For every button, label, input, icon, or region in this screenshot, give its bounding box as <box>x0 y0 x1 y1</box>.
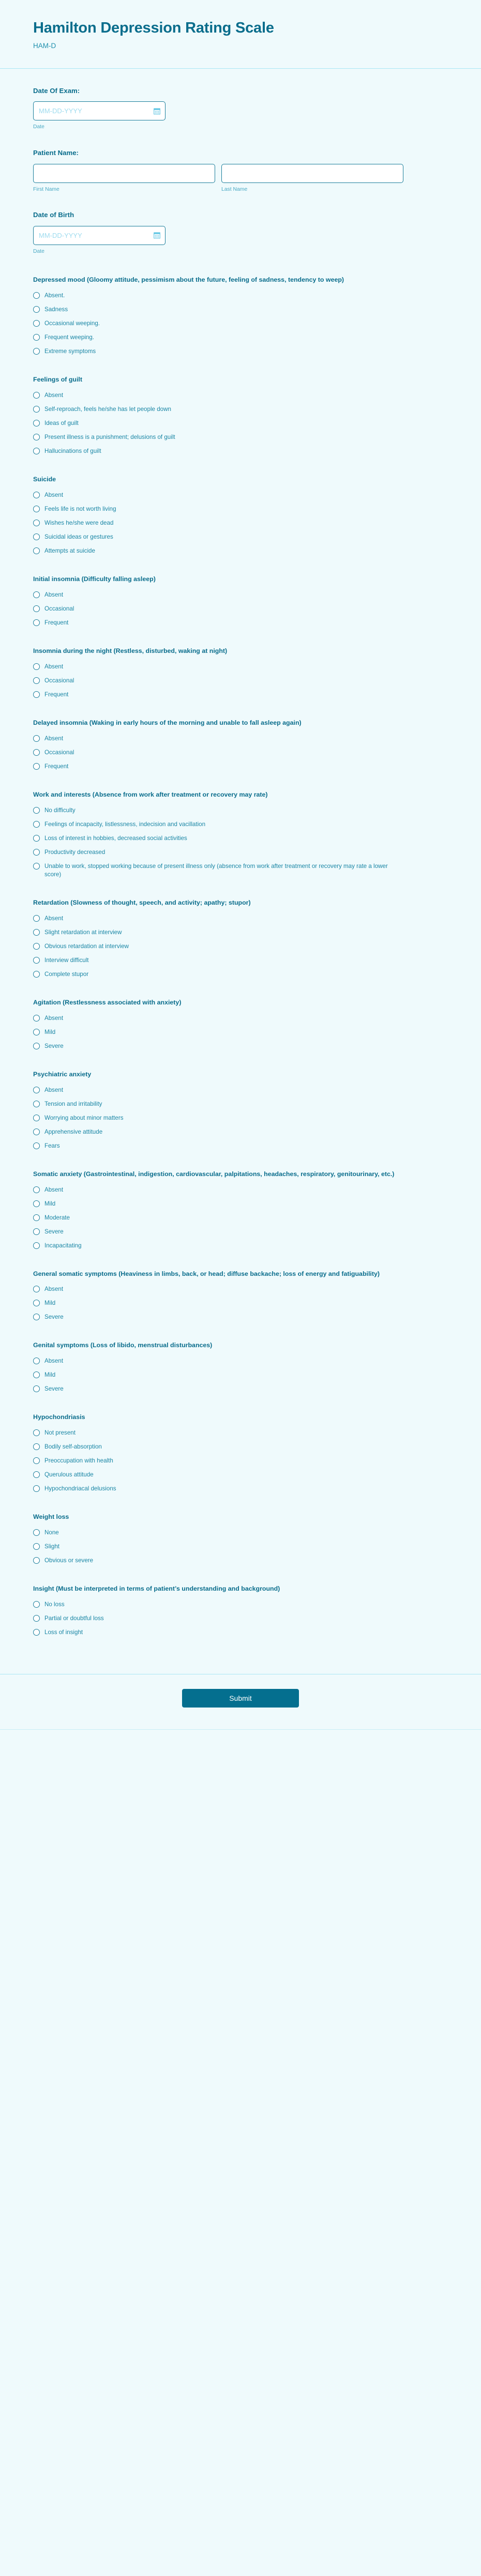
option-label: Querulous attitude <box>44 1471 94 1478</box>
option-label: Ideas of guilt <box>44 420 79 427</box>
radio-option[interactable] <box>33 1128 448 1136</box>
radio-option[interactable] <box>33 763 448 771</box>
radio-button[interactable] <box>33 1101 40 1107</box>
radio-option[interactable] <box>33 820 448 829</box>
option-label: Sadness <box>44 306 68 313</box>
option-label: Slight <box>44 1543 60 1550</box>
radio-option[interactable] <box>33 1028 448 1037</box>
option-label: Frequent <box>44 763 69 770</box>
radio-option[interactable] <box>33 677 448 685</box>
radio-option[interactable] <box>33 1457 448 1465</box>
option-label: Self-reproach, feels he/she has let people down <box>44 406 171 413</box>
question-title: Retardation (Slowness of thought, speech, and activity; apathy; stupor) <box>33 898 251 906</box>
radio-option[interactable] <box>33 505 448 513</box>
radio-option[interactable] <box>33 292 448 300</box>
option-label: Preoccupation with health <box>44 1457 113 1465</box>
form-footer <box>0 1674 481 1729</box>
option-label: Severe <box>44 1228 64 1235</box>
radio-button[interactable] <box>33 863 40 870</box>
radio-option[interactable] <box>33 306 448 314</box>
field-patient-name <box>33 148 448 193</box>
question-block <box>33 1341 448 1393</box>
radio-button[interactable] <box>33 534 40 540</box>
radio-option[interactable] <box>33 1313 448 1321</box>
option-group <box>33 391 448 455</box>
question-title: General somatic symptoms (Heaviness in limbs, back, or head; diffuse backache; loss of energy and fatiguability) <box>33 1270 380 1277</box>
option-label: Fears <box>44 1142 60 1149</box>
question-title: Suicide <box>33 476 56 483</box>
option-label: Absent <box>44 663 64 670</box>
option-label: Frequent <box>44 691 69 698</box>
question-block <box>33 575 448 627</box>
option-label: Incapacitating <box>44 1242 82 1249</box>
question-block <box>33 719 448 771</box>
submit-button[interactable]: Submit <box>182 1689 299 1708</box>
option-label: Present illness is a punishment; delusions of guilt <box>44 434 175 441</box>
option-label: Slight retardation at interview <box>44 928 122 936</box>
first-name-sublabel-col <box>33 183 215 193</box>
radio-button[interactable] <box>33 619 40 626</box>
radio-option[interactable] <box>33 319 448 328</box>
radio-button[interactable] <box>33 1186 40 1193</box>
radio-option[interactable] <box>33 1485 448 1493</box>
option-label: Productivity decreased <box>44 848 106 856</box>
option-label: Frequent <box>44 619 69 627</box>
question-block <box>33 1413 448 1493</box>
radio-button[interactable] <box>33 1043 40 1049</box>
radio-option[interactable] <box>33 1242 448 1250</box>
date-of-exam-label: Date Of Exam: <box>33 86 80 95</box>
last-name-sublabel: Last Name <box>221 186 248 192</box>
question-title: Delayed insomnia (Waking in early hours of the morning and unable to fall asleep again) <box>33 719 302 727</box>
date-of-exam-input[interactable] <box>33 101 166 120</box>
option-label: Occasional <box>44 749 74 756</box>
radio-option[interactable] <box>33 419 448 428</box>
option-label: Occasional <box>44 605 74 613</box>
radio-button[interactable] <box>33 1485 40 1492</box>
option-group <box>33 1601 448 1637</box>
patient-name-label: Patient Name: <box>33 148 79 157</box>
radio-button[interactable] <box>33 1214 40 1221</box>
radio-option[interactable] <box>33 1299 448 1307</box>
radio-option[interactable] <box>33 619 448 627</box>
radio-button[interactable] <box>33 420 40 426</box>
option-label: Occasional <box>44 677 74 684</box>
option-label: Absent <box>44 1186 64 1193</box>
option-group <box>33 1429 448 1493</box>
option-label: Interview difficult <box>44 956 89 964</box>
radio-option[interactable] <box>33 1186 448 1194</box>
radio-button[interactable] <box>33 591 40 598</box>
radio-button[interactable] <box>33 1015 40 1022</box>
radio-option[interactable] <box>33 1200 448 1208</box>
radio-option[interactable] <box>33 591 448 599</box>
date-of-exam-input-wrap <box>33 101 166 120</box>
date-of-birth-input-wrap <box>33 226 166 245</box>
radio-option[interactable] <box>33 405 448 414</box>
option-group <box>33 1186 448 1250</box>
radio-button[interactable] <box>33 1529 40 1536</box>
radio-option[interactable] <box>33 1142 448 1150</box>
option-label: Hallucinations of guilt <box>44 448 101 455</box>
question-title: Work and interests (Absence from work after treatment or recovery may rate) <box>33 790 268 798</box>
radio-option[interactable] <box>33 735 448 743</box>
radio-button[interactable] <box>33 334 40 341</box>
radio-button[interactable] <box>33 735 40 742</box>
question-block <box>33 1513 448 1565</box>
option-label: No difficulty <box>44 806 76 814</box>
option-label: Suicidal ideas or gestures <box>44 534 113 541</box>
option-label: Absent <box>44 591 64 599</box>
radio-button[interactable] <box>33 434 40 440</box>
option-label: Feelings of incapacity, listlessness, indecision and vacillation <box>44 820 206 828</box>
radio-button[interactable] <box>33 1601 40 1608</box>
radio-option[interactable] <box>33 1086 448 1094</box>
radio-button[interactable] <box>33 292 40 299</box>
option-label: Feels life is not worth living <box>44 506 116 513</box>
radio-option[interactable] <box>33 1285 448 1293</box>
option-label: Severe <box>44 1385 64 1393</box>
radio-button[interactable] <box>33 520 40 526</box>
radio-option[interactable] <box>33 1357 448 1365</box>
radio-button[interactable] <box>33 1129 40 1135</box>
radio-button[interactable] <box>33 1242 40 1249</box>
radio-button[interactable] <box>33 320 40 327</box>
field-date-of-birth <box>33 210 448 255</box>
page-title: Hamilton Depression Rating Scale <box>33 20 274 36</box>
date-of-birth-sublabel: Date <box>33 248 44 254</box>
radio-button[interactable] <box>33 506 40 512</box>
radio-button[interactable] <box>33 1200 40 1207</box>
option-label: Extreme symptoms <box>44 348 96 355</box>
radio-option[interactable] <box>33 333 448 342</box>
radio-button[interactable] <box>33 1286 40 1292</box>
option-label: Hypochondriacal delusions <box>44 1485 116 1492</box>
radio-button[interactable] <box>33 1142 40 1149</box>
date-of-exam-sublabel: Date <box>33 124 44 130</box>
radio-button[interactable] <box>33 957 40 964</box>
question-title: Feelings of guilt <box>33 376 82 384</box>
radio-button[interactable] <box>33 1629 40 1636</box>
radio-button[interactable] <box>33 306 40 313</box>
radio-option[interactable] <box>33 970 448 979</box>
radio-button[interactable] <box>33 1371 40 1378</box>
option-label: Absent <box>44 914 64 922</box>
question-title: Insomnia during the night (Restless, disturbed, waking at night) <box>33 647 228 655</box>
radio-button[interactable] <box>33 1471 40 1478</box>
question-block <box>33 1584 448 1637</box>
option-label: Complete stupor <box>44 970 89 978</box>
radio-button[interactable] <box>33 1543 40 1550</box>
radio-button[interactable] <box>33 821 40 828</box>
radio-option[interactable] <box>33 1214 448 1222</box>
radio-button[interactable] <box>33 1429 40 1436</box>
option-label: Absent. <box>44 292 65 299</box>
radio-button[interactable] <box>33 492 40 498</box>
option-group <box>33 806 448 879</box>
radio-option[interactable] <box>33 1385 448 1393</box>
last-name-col <box>221 164 403 183</box>
page-subtitle: HAM-D <box>33 42 56 50</box>
date-of-birth-input[interactable] <box>33 226 166 245</box>
radio-button[interactable] <box>33 1087 40 1093</box>
radio-option[interactable] <box>33 491 448 499</box>
radio-option[interactable] <box>33 1543 448 1551</box>
form-header <box>0 0 481 69</box>
option-label: Frequent weeping. <box>44 334 95 341</box>
radio-option[interactable] <box>33 862 448 879</box>
radio-button[interactable] <box>33 1115 40 1121</box>
form-body <box>0 69 481 1667</box>
radio-option[interactable] <box>33 834 448 843</box>
radio-button[interactable] <box>33 663 40 670</box>
radio-button[interactable] <box>33 547 40 554</box>
option-group <box>33 914 448 979</box>
option-label: Occasional weeping. <box>44 320 100 327</box>
question-title: Insight (Must be interpreted in terms of patient’s understanding and background) <box>33 1585 280 1593</box>
first-name-col <box>33 164 215 183</box>
last-name-input[interactable] <box>221 164 403 183</box>
option-label: Absent <box>44 1014 64 1022</box>
radio-button[interactable] <box>33 849 40 856</box>
radio-button[interactable] <box>33 1443 40 1450</box>
radio-option[interactable] <box>33 1471 448 1479</box>
radio-option[interactable] <box>33 942 448 951</box>
radio-option[interactable] <box>33 1228 448 1236</box>
option-group <box>33 735 448 771</box>
option-label: Worrying about minor matters <box>44 1114 124 1121</box>
option-label: Wishes he/she were dead <box>44 520 114 527</box>
date-of-birth-label: Date of Birth <box>33 211 74 219</box>
radio-button[interactable] <box>33 1228 40 1235</box>
radio-button[interactable] <box>33 677 40 684</box>
questions-container <box>33 276 448 1637</box>
option-label: Severe <box>44 1042 64 1049</box>
radio-option[interactable] <box>33 433 448 441</box>
radio-button[interactable] <box>33 807 40 814</box>
question-title: Hypochondriasis <box>33 1413 85 1421</box>
option-label: Absent <box>44 392 64 399</box>
first-name-sublabel: First Name <box>33 186 59 192</box>
question-title: Depressed mood (Gloomy attitude, pessimism about the future, feeling of sadness, tendency to weep) <box>33 276 344 284</box>
option-label: Bodily self-absorption <box>44 1443 102 1451</box>
option-group <box>33 591 448 627</box>
option-label: None <box>44 1529 59 1536</box>
radio-button[interactable] <box>33 1557 40 1564</box>
question-block <box>33 1170 448 1250</box>
option-label: Absent <box>44 1358 64 1365</box>
question-block <box>33 276 448 356</box>
radio-option[interactable] <box>33 848 448 857</box>
option-label: Mild <box>44 1200 56 1207</box>
field-date-of-exam <box>33 86 448 131</box>
radio-button[interactable] <box>33 915 40 922</box>
radio-option[interactable] <box>33 347 448 356</box>
bottom-divider <box>0 1729 481 1730</box>
radio-option[interactable] <box>33 1628 448 1637</box>
option-label: Mild <box>44 1300 56 1307</box>
radio-option[interactable] <box>33 749 448 757</box>
radio-button[interactable] <box>33 763 40 770</box>
option-label: Obvious retardation at interview <box>44 942 129 950</box>
radio-button[interactable] <box>33 1300 40 1306</box>
radio-option[interactable] <box>33 1371 448 1379</box>
radio-button[interactable] <box>33 835 40 842</box>
option-label: Absent <box>44 735 64 742</box>
radio-button[interactable] <box>33 1615 40 1622</box>
patient-name-sublabels <box>33 183 448 193</box>
radio-option[interactable] <box>33 1557 448 1565</box>
radio-option[interactable] <box>33 391 448 400</box>
radio-option[interactable] <box>33 928 448 937</box>
question-block <box>33 898 448 979</box>
radio-button[interactable] <box>33 943 40 950</box>
option-group <box>33 1014 448 1050</box>
option-group <box>33 1086 448 1150</box>
option-group <box>33 1529 448 1565</box>
question-block <box>33 790 448 879</box>
question-title: Initial insomnia (Difficulty falling asleep) <box>33 575 156 583</box>
radio-option[interactable] <box>33 519 448 527</box>
radio-option[interactable] <box>33 1429 448 1437</box>
radio-option[interactable] <box>33 691 448 699</box>
question-title: Agitation (Restlessness associated with anxiety) <box>33 998 182 1006</box>
radio-button[interactable] <box>33 691 40 698</box>
option-label: Tension and irritability <box>44 1100 102 1107</box>
option-label: Obvious or severe <box>44 1557 94 1564</box>
question-block <box>33 375 448 455</box>
radio-button[interactable] <box>33 406 40 413</box>
first-name-input[interactable] <box>33 164 215 183</box>
option-label: Attempts at suicide <box>44 547 95 555</box>
question-block <box>33 1270 448 1322</box>
radio-option[interactable] <box>33 447 448 455</box>
radio-option[interactable] <box>33 533 448 541</box>
radio-option[interactable] <box>33 956 448 965</box>
radio-button[interactable] <box>33 348 40 355</box>
radio-option[interactable] <box>33 1042 448 1050</box>
option-label: Absent <box>44 492 64 499</box>
radio-button[interactable] <box>33 605 40 612</box>
radio-button[interactable] <box>33 392 40 399</box>
radio-button[interactable] <box>33 971 40 978</box>
radio-option[interactable] <box>33 806 448 815</box>
radio-option[interactable] <box>33 1114 448 1122</box>
radio-button[interactable] <box>33 1385 40 1392</box>
radio-option[interactable] <box>33 1601 448 1609</box>
radio-button[interactable] <box>33 1457 40 1464</box>
option-label: Moderate <box>44 1214 70 1221</box>
radio-button[interactable] <box>33 1029 40 1035</box>
question-title: Weight loss <box>33 1513 69 1521</box>
option-group <box>33 1285 448 1321</box>
option-label: Loss of interest in hobbies, decreased social activities <box>44 834 187 842</box>
radio-button[interactable] <box>33 749 40 756</box>
radio-option[interactable] <box>33 1614 448 1623</box>
option-label: Absent <box>44 1286 64 1293</box>
last-name-sublabel-col <box>221 183 403 193</box>
option-label: No loss <box>44 1601 65 1608</box>
radio-option[interactable] <box>33 914 448 923</box>
radio-option[interactable] <box>33 1443 448 1451</box>
question-title: Psychiatric anxiety <box>33 1070 92 1078</box>
radio-option[interactable] <box>33 605 448 613</box>
radio-button[interactable] <box>33 929 40 936</box>
option-group <box>33 491 448 555</box>
question-title: Somatic anxiety (Gastrointestinal, indigestion, cardiovascular, palpitations, headaches, respiratory, genitourinary, etc.) <box>33 1170 395 1178</box>
option-label: Partial or doubtful loss <box>44 1615 104 1622</box>
question-block <box>33 475 448 555</box>
option-label: Apprehensive attitude <box>44 1128 103 1135</box>
question-block <box>33 998 448 1050</box>
option-group <box>33 292 448 356</box>
radio-option[interactable] <box>33 663 448 671</box>
option-label: Mild <box>44 1371 56 1379</box>
option-label: Severe <box>44 1314 64 1321</box>
question-block <box>33 647 448 699</box>
radio-button[interactable] <box>33 1314 40 1320</box>
option-label: Loss of insight <box>44 1629 83 1636</box>
radio-option[interactable] <box>33 547 448 555</box>
radio-button[interactable] <box>33 1358 40 1364</box>
option-label: Absent <box>44 1086 64 1093</box>
radio-option[interactable] <box>33 1014 448 1023</box>
radio-button[interactable] <box>33 448 40 454</box>
radio-option[interactable] <box>33 1529 448 1537</box>
patient-name-inputs <box>33 164 448 183</box>
question-title: Genital symptoms (Loss of libido, menstrual disturbances) <box>33 1342 213 1349</box>
question-block <box>33 1070 448 1150</box>
option-label: Unable to work, stopped working because of present illness only (absence from work after treatment or recovery may rate a lower score) <box>44 862 388 878</box>
option-group <box>33 1357 448 1393</box>
option-group <box>33 663 448 699</box>
option-label: Not present <box>44 1429 76 1437</box>
option-label: Mild <box>44 1028 56 1035</box>
radio-option[interactable] <box>33 1100 448 1108</box>
